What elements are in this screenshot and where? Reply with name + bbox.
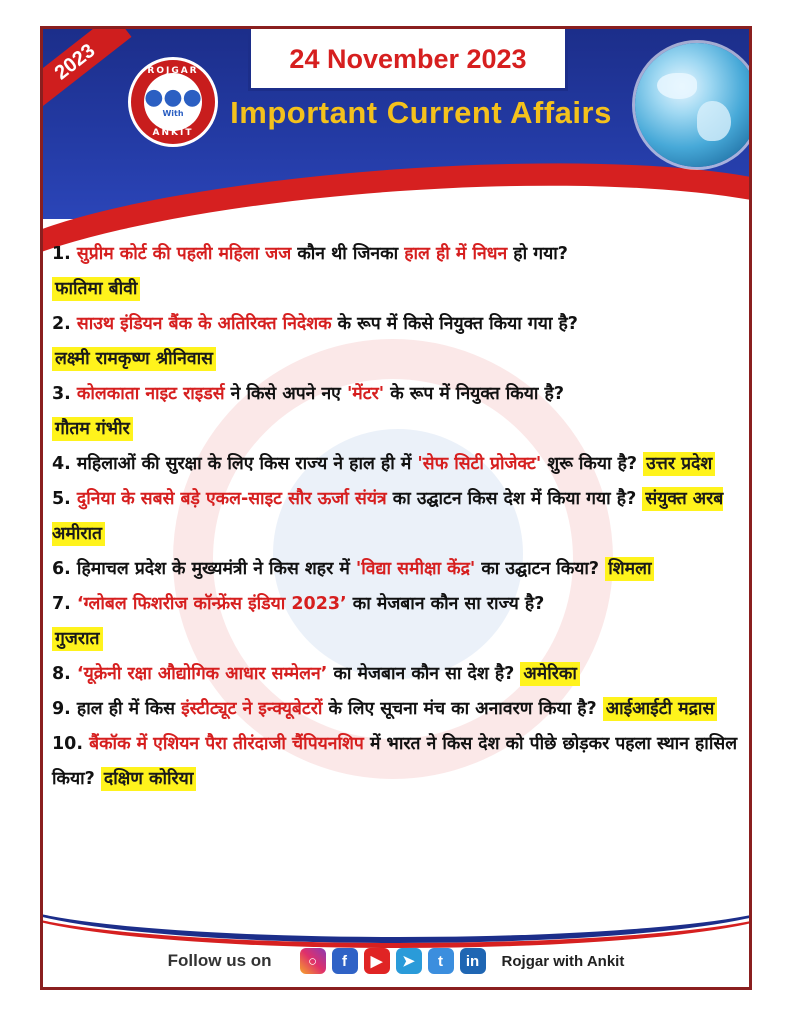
- twitter-icon[interactable]: t: [428, 948, 454, 974]
- question-text: हो गया?: [507, 244, 568, 264]
- question-text: के लिए सूचना मंच का अनावरण किया है?: [322, 699, 603, 719]
- answer-highlight: लक्ष्मी रामकृष्ण श्रीनिवास: [52, 347, 216, 371]
- question-highlight: सुप्रीम कोर्ट की पहली महिला जज: [70, 244, 292, 264]
- question-number: 7.: [52, 594, 71, 614]
- question-number: 10.: [52, 734, 84, 754]
- answer-highlight: उत्तर प्रदेश: [643, 452, 715, 476]
- question-highlight: बैंकॉक में एशियन पैरा तीरंदाजी चैंपियनशिप: [83, 734, 364, 754]
- answer-highlight: आईआईटी मद्रास: [603, 697, 718, 721]
- question-item: [52, 552, 742, 587]
- question-highlight: 'सेफ सिटी प्रोजेक्ट': [417, 454, 542, 474]
- rojgar-with-ankit-logo: [128, 57, 218, 147]
- question-item: [52, 692, 742, 727]
- question-text: का मेजबान कौन सा राज्य है?: [346, 594, 545, 614]
- question-text: कौन थी जिनका: [291, 244, 405, 264]
- question-highlight: 'मेंटर': [346, 384, 385, 404]
- question-number: 2.: [52, 314, 71, 334]
- linkedin-icon[interactable]: in: [460, 948, 486, 974]
- question-number: 1.: [52, 244, 71, 264]
- question-item: [52, 482, 742, 552]
- answer-highlight: गौतम गंभीर: [52, 417, 133, 441]
- question-highlight: ‘यूक्रेनी रक्षा औद्योगिक आधार सम्मेलन’: [70, 664, 328, 684]
- date-box: 24 November 2023: [248, 29, 568, 91]
- answer-highlight: संयुक्त अरब अमीरात: [52, 489, 724, 544]
- answer-highlight: फातिमा बीवी: [52, 277, 140, 301]
- question-number: 4.: [52, 454, 71, 474]
- logo-top-text: ROJGAR: [147, 66, 199, 76]
- question-item: [52, 307, 742, 377]
- question-highlight: कोलकाता नाइट राइडर्स: [70, 384, 225, 404]
- telegram-icon[interactable]: ➤: [396, 948, 422, 974]
- globe-land: [697, 101, 731, 141]
- answer-highlight: शिमला: [605, 557, 654, 581]
- follow-us-label: Follow us on: [167, 951, 272, 970]
- question-highlight: साउथ इंडियन बैंक के अतिरिक्त निदेशक: [70, 314, 332, 334]
- question-item: [52, 377, 742, 447]
- question-text: महिलाओं की सुरक्षा के लिए किस राज्य ने हाल ही में: [70, 454, 418, 474]
- question-highlight: ‘ग्लोबल फिशरीज कॉन्फ्रेंस इंडिया 2023’: [70, 594, 347, 614]
- question-number: 9.: [52, 699, 71, 719]
- question-text: के रूप में किसे नियुक्त किया गया है?: [331, 314, 578, 334]
- logo-middle-text: With: [162, 108, 184, 118]
- question-item: [52, 587, 742, 657]
- facebook-icon[interactable]: f: [332, 948, 358, 974]
- logo-bottom-text: ANKIT: [152, 128, 194, 138]
- question-text: ने किसे अपने नए: [224, 384, 347, 404]
- footer: [43, 941, 749, 981]
- answer-highlight: दक्षिण कोरिया: [101, 767, 196, 791]
- question-text: हिमाचल प्रदेश के मुख्यमंत्री ने किस शहर में: [70, 559, 356, 579]
- logo-inner-circle: [144, 73, 202, 131]
- question-number: 3.: [52, 384, 71, 404]
- question-highlight: 'विद्या समीक्षा केंद्र': [355, 559, 476, 579]
- page-title: Important Current Affairs: [230, 95, 612, 130]
- people-icon: ●●●: [144, 84, 202, 110]
- poster-frame: [40, 26, 752, 990]
- question-text: का उद्घाटन किया?: [475, 559, 606, 579]
- question-text: का उद्घाटन किस देश में किया गया है?: [386, 489, 643, 509]
- question-item: [52, 657, 742, 692]
- answer-highlight: गुजरात: [52, 627, 103, 651]
- question-text: में भारत ने किस देश को पीछे छोड़कर पहला स्थान हासिल किया?: [52, 734, 738, 789]
- globe-icon: [635, 43, 752, 167]
- question-highlight: दुनिया के सबसे बड़े एकल-साइट सौर ऊर्जा संयंत्र: [70, 489, 387, 509]
- question-item: [52, 727, 742, 797]
- answer-highlight: अमेरिका: [520, 662, 580, 686]
- question-number: 5.: [52, 489, 71, 509]
- brand-name: Rojgar with Ankit: [501, 952, 625, 970]
- question-item: [52, 447, 742, 482]
- question-number: 6.: [52, 559, 71, 579]
- question-number: 8.: [52, 664, 71, 684]
- globe-land: [657, 73, 697, 99]
- question-text: का मेजबान कौन सा देश है?: [327, 664, 521, 684]
- year-ribbon: 2023: [40, 26, 132, 111]
- question-item: [52, 237, 742, 307]
- question-text: हाल ही में किस: [70, 699, 182, 719]
- question-highlight: इंस्टीट्यूट ने इन्क्यूबेटरों: [181, 699, 323, 719]
- instagram-icon[interactable]: ○: [300, 948, 326, 974]
- question-highlight: हाल ही में निधन: [404, 244, 508, 264]
- question-text: शुरू किया है?: [541, 454, 644, 474]
- question-list: [52, 237, 742, 797]
- youtube-icon[interactable]: ▶: [364, 948, 390, 974]
- question-text: के रूप में नियुक्त किया है?: [384, 384, 564, 404]
